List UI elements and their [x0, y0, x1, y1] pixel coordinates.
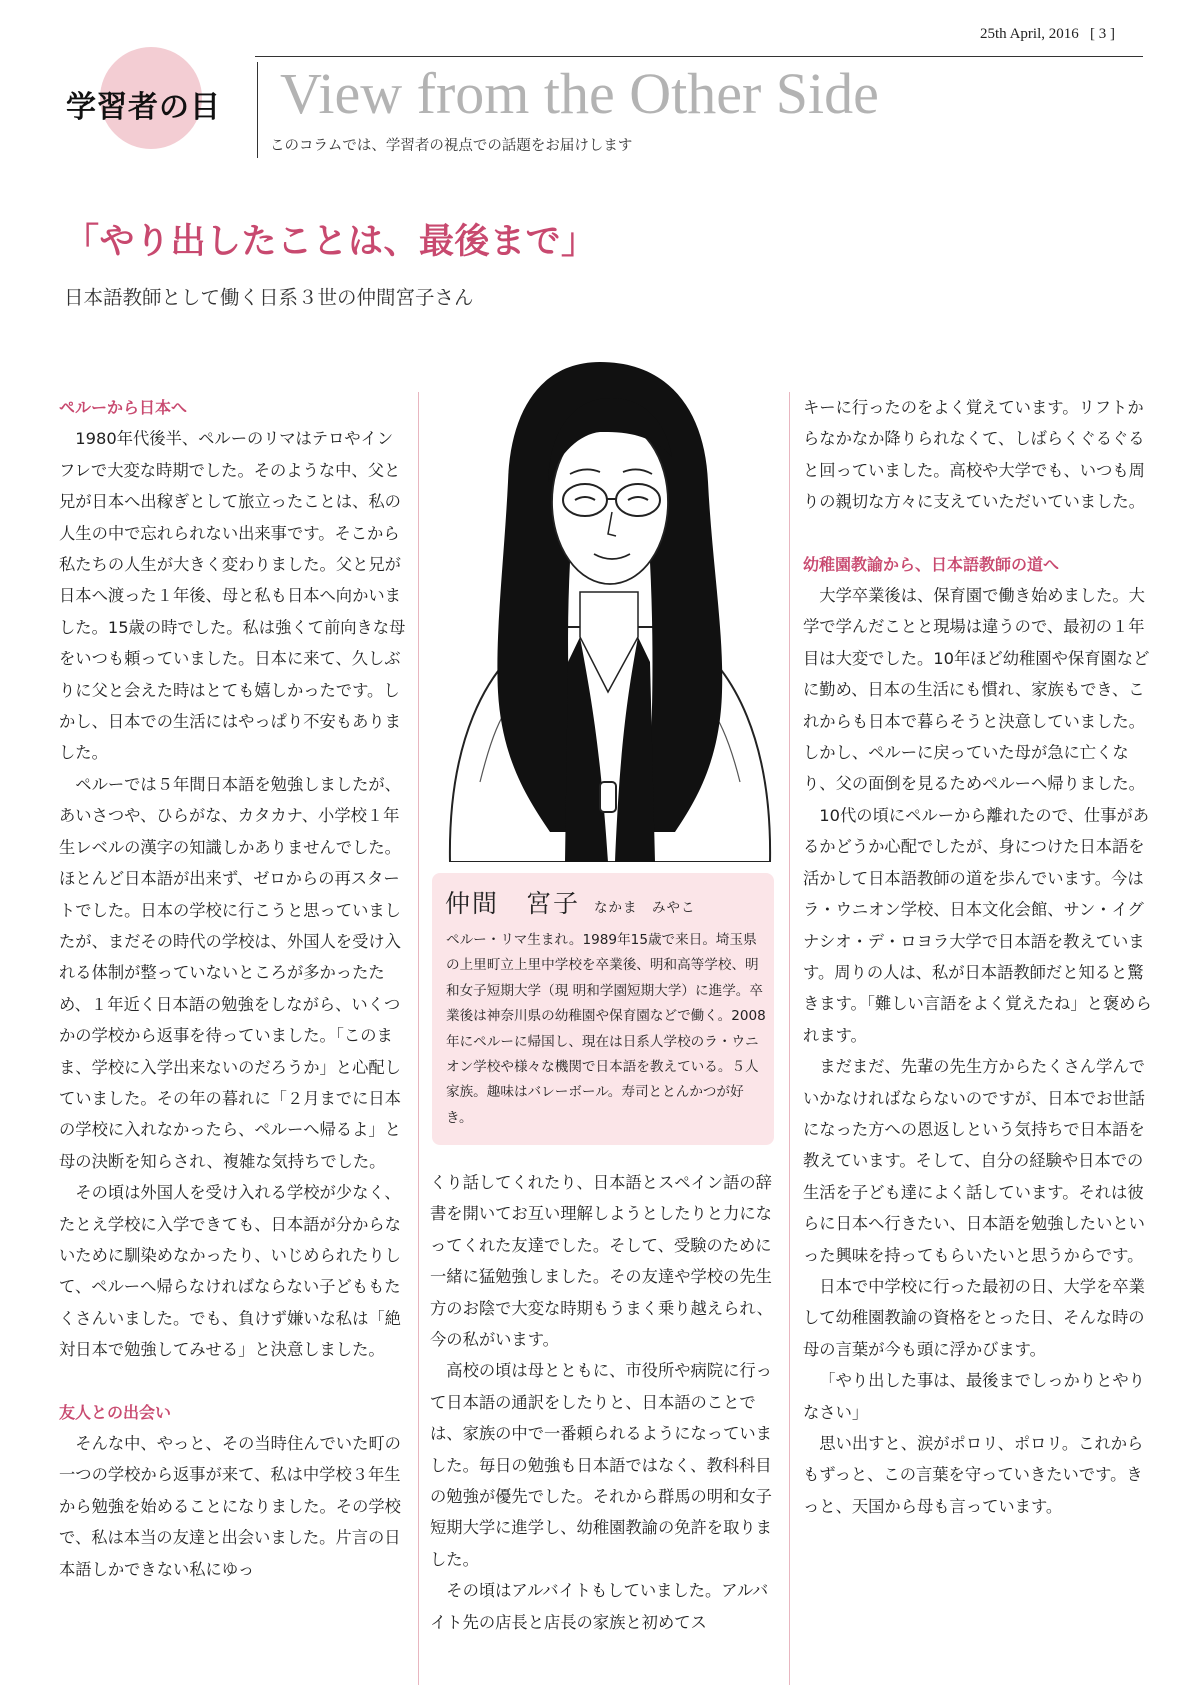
portrait-illustration — [440, 362, 776, 862]
section-heading-meeting-friends: 友人との出会い — [59, 1402, 172, 1422]
paragraph: まだまだ、先輩の先生方からたくさん学んでいかなければならないのですが、日本でお世話になった方への恩返しという気持ちで日本語を教えています。そして、自分の経験や日本での生活を子ども達によく話しています。それは彼らに日本へ行きたい、日本語を勉強したいといった興味を持ってもらいたいと思うからです。 — [803, 1057, 1145, 1265]
page-date-number — [980, 26, 1115, 43]
paragraph: その頃は外国人を受け入れる学校が少なく、たとえ学校に入学できても、日本語が分からないために馴染めなかったり、いじめられたりして、ペルーへ帰らなければならない子どももたくさんいました。でも、負けず嫌いな私は「絶対日本で勉強してみせる」と決意しました。 — [59, 1183, 401, 1360]
middle-column — [430, 1167, 780, 1638]
paragraph: 大学卒業後は、保育園で働き始めました。大学で学んだことと現場は違うので、最初の１年目は大変でした。10年ほど幼稚園や保育園などに勤め、日本の生活にも慣れ、家族もでき、これからも日本で暮らそうと決意していました。しかし、ペルーに戻っていた母が急に亡くなり、父の面倒を見るためペルーへ帰りました。 — [803, 586, 1150, 794]
paragraph: 日本で中学校に行った最初の日、大学を卒業して幼稚園教諭の資格をとった日、そんな時の母の言葉が今も頭に浮かびます。 — [803, 1276, 1145, 1359]
profile-name-line — [445, 884, 696, 920]
paragraph: その頃はアルバイトもしていました。アルバイト先の店長と店長の家族と初めてス — [430, 1581, 769, 1632]
right-column — [803, 392, 1153, 1522]
column-divider — [789, 392, 790, 1685]
paragraph: 1980年代後半、ペルーのリマはテロやインフレで大変な時期でした。そのような中、父と兄が日本へ出稼ぎとして旅立ったことは、私の人生の中で忘れられない出来事です。そこから私たちの人生が大きく変わりました。父と兄が日本へ渡った１年後、母と私も日本へ向かいました。15歳の時でした。私は強くて前向きな母をいつも頼っていました。日本に来て、久しぶりに父と会えた時はとても嬉しかったです。しかし、日本での生活にはやっぱり不安もありました。 — [59, 429, 406, 763]
profile-bio: ペルー・リマ生まれ。1989年15歳で来日。埼玉県の上里町立上里中学校を卒業後、明和高等学校、明和女子短期大学（現 明和学園短期大学）に進学。卒業後は神奈川県の幼稚園や保育園などで働く。2008年にペルーに帰国し、現在は日系人学校のラ・ウニオン学校や様々な機関で日本語を教えている。５人家族。趣味はバレーボール。寿司ととんかつが好き。 — [446, 932, 766, 1126]
left-column — [59, 392, 409, 1585]
section-heading-peru-to-japan: ペルーから日本へ — [59, 398, 188, 417]
paragraph: 10代の頃にペルーから離れたので、仕事があるかどうか心配でしたが、身につけた日本語を活かして日本語教師の道を歩んでいます。今はラ・ウニオン学校、日本文化会館、サン・イグナシオ・デ・ロヨラ大学で日本語を教えています。周りの人は、私が日本語教師だと知ると驚きます。「難しい言語をよく覚えたね」と褒められます。 — [803, 805, 1152, 1045]
paragraph: そんな中、やっと、その当時住んでいた町の一つの学校から返事が来て、私は中学校３年生から勉強を始めることになりました。その学校で、私は本当の友達と出会いました。片言の日本語しかできない私にゆっ — [59, 1434, 401, 1579]
profile-name-kana: なかま みやこ — [594, 900, 696, 916]
paragraph: キーに行ったのをよく覚えています。リフトからなかなか降りられなくて、しばらくぐるぐると回っていました。高校や大学でも、いつも周りの親切な方々に支えていただいていました。 — [803, 398, 1145, 512]
paragraph: 高校の頃は母とともに、市役所や病院に行って日本語の通訳をしたりと、日本語のことでは、家族の中で一番頼られるようになっていました。毎日の勉強も日本語ではなく、教科科目の勉強が優先でした。それから群馬の明和女子短期大学に進学し、幼稚園教諭の免許を取りました。 — [430, 1361, 772, 1569]
issue-date: 25th April, 2016 — [980, 26, 1079, 42]
paragraph: くり話してくれたり、日本語とスペイン語の辞書を開いてお互い理解しようとしたりと力になってくれた友達でした。そして、受験のために一緒に猛勉強しました。その友達や学校の先生方のお陰で大変な時期もうまく乗り越えられ、今の私がいます。 — [430, 1173, 773, 1350]
article-title: 「やり出したことは、最後まで」 — [64, 222, 597, 262]
header-rule — [255, 56, 1143, 57]
mother-quote: 「やり出した事は、最後までしっかりとやりなさい」 — [803, 1371, 1145, 1422]
section-heading-teacher-path: 幼稚園教諭から、日本語教師の道へ — [803, 554, 1060, 574]
column-english-title: View from the Other Side — [280, 61, 879, 126]
profile-name: 仲間 宮子 — [445, 889, 581, 918]
column-description: このコラムでは、学習者の視点での話題をお届けします — [270, 138, 633, 154]
page-number: [ 3 ] — [1090, 26, 1116, 42]
column-name: 学習者の目 — [66, 90, 221, 125]
column-divider — [418, 392, 419, 1685]
paragraph: ペルーでは５年間日本語を勉強しましたが、あいさつや、ひらがな、カタカナ、小学校１年生レベルの漢字の知識しかありませんでした。ほとんど日本語が出来ず、ゼロからの再スタートでした。日本の学校に行こうと思っていましたが、まだその時代の学校は、外国人を受け入れる体制が整っていないところが多かったため、１年近く日本語の勉強をしながら、いくつかの学校から返事を待っていました。「このまま、学校に入学出来ないのだろうか」と心配していました。その年の暮れに「２月までに日本の学校に入れなかったら、ペルーへ帰るよ」と母の決断を知らされ、複雑な気持ちでした。 — [59, 774, 401, 1171]
paragraph: 思い出すと、涙がポロリ、ポロリ。これからもずっと、この言葉を守っていきたいです。きっと、天国から母も言っています。 — [803, 1434, 1144, 1516]
article-subtitle: 日本語教師として働く日系３世の仲間宮子さん — [64, 286, 474, 309]
header-divider — [257, 62, 258, 158]
